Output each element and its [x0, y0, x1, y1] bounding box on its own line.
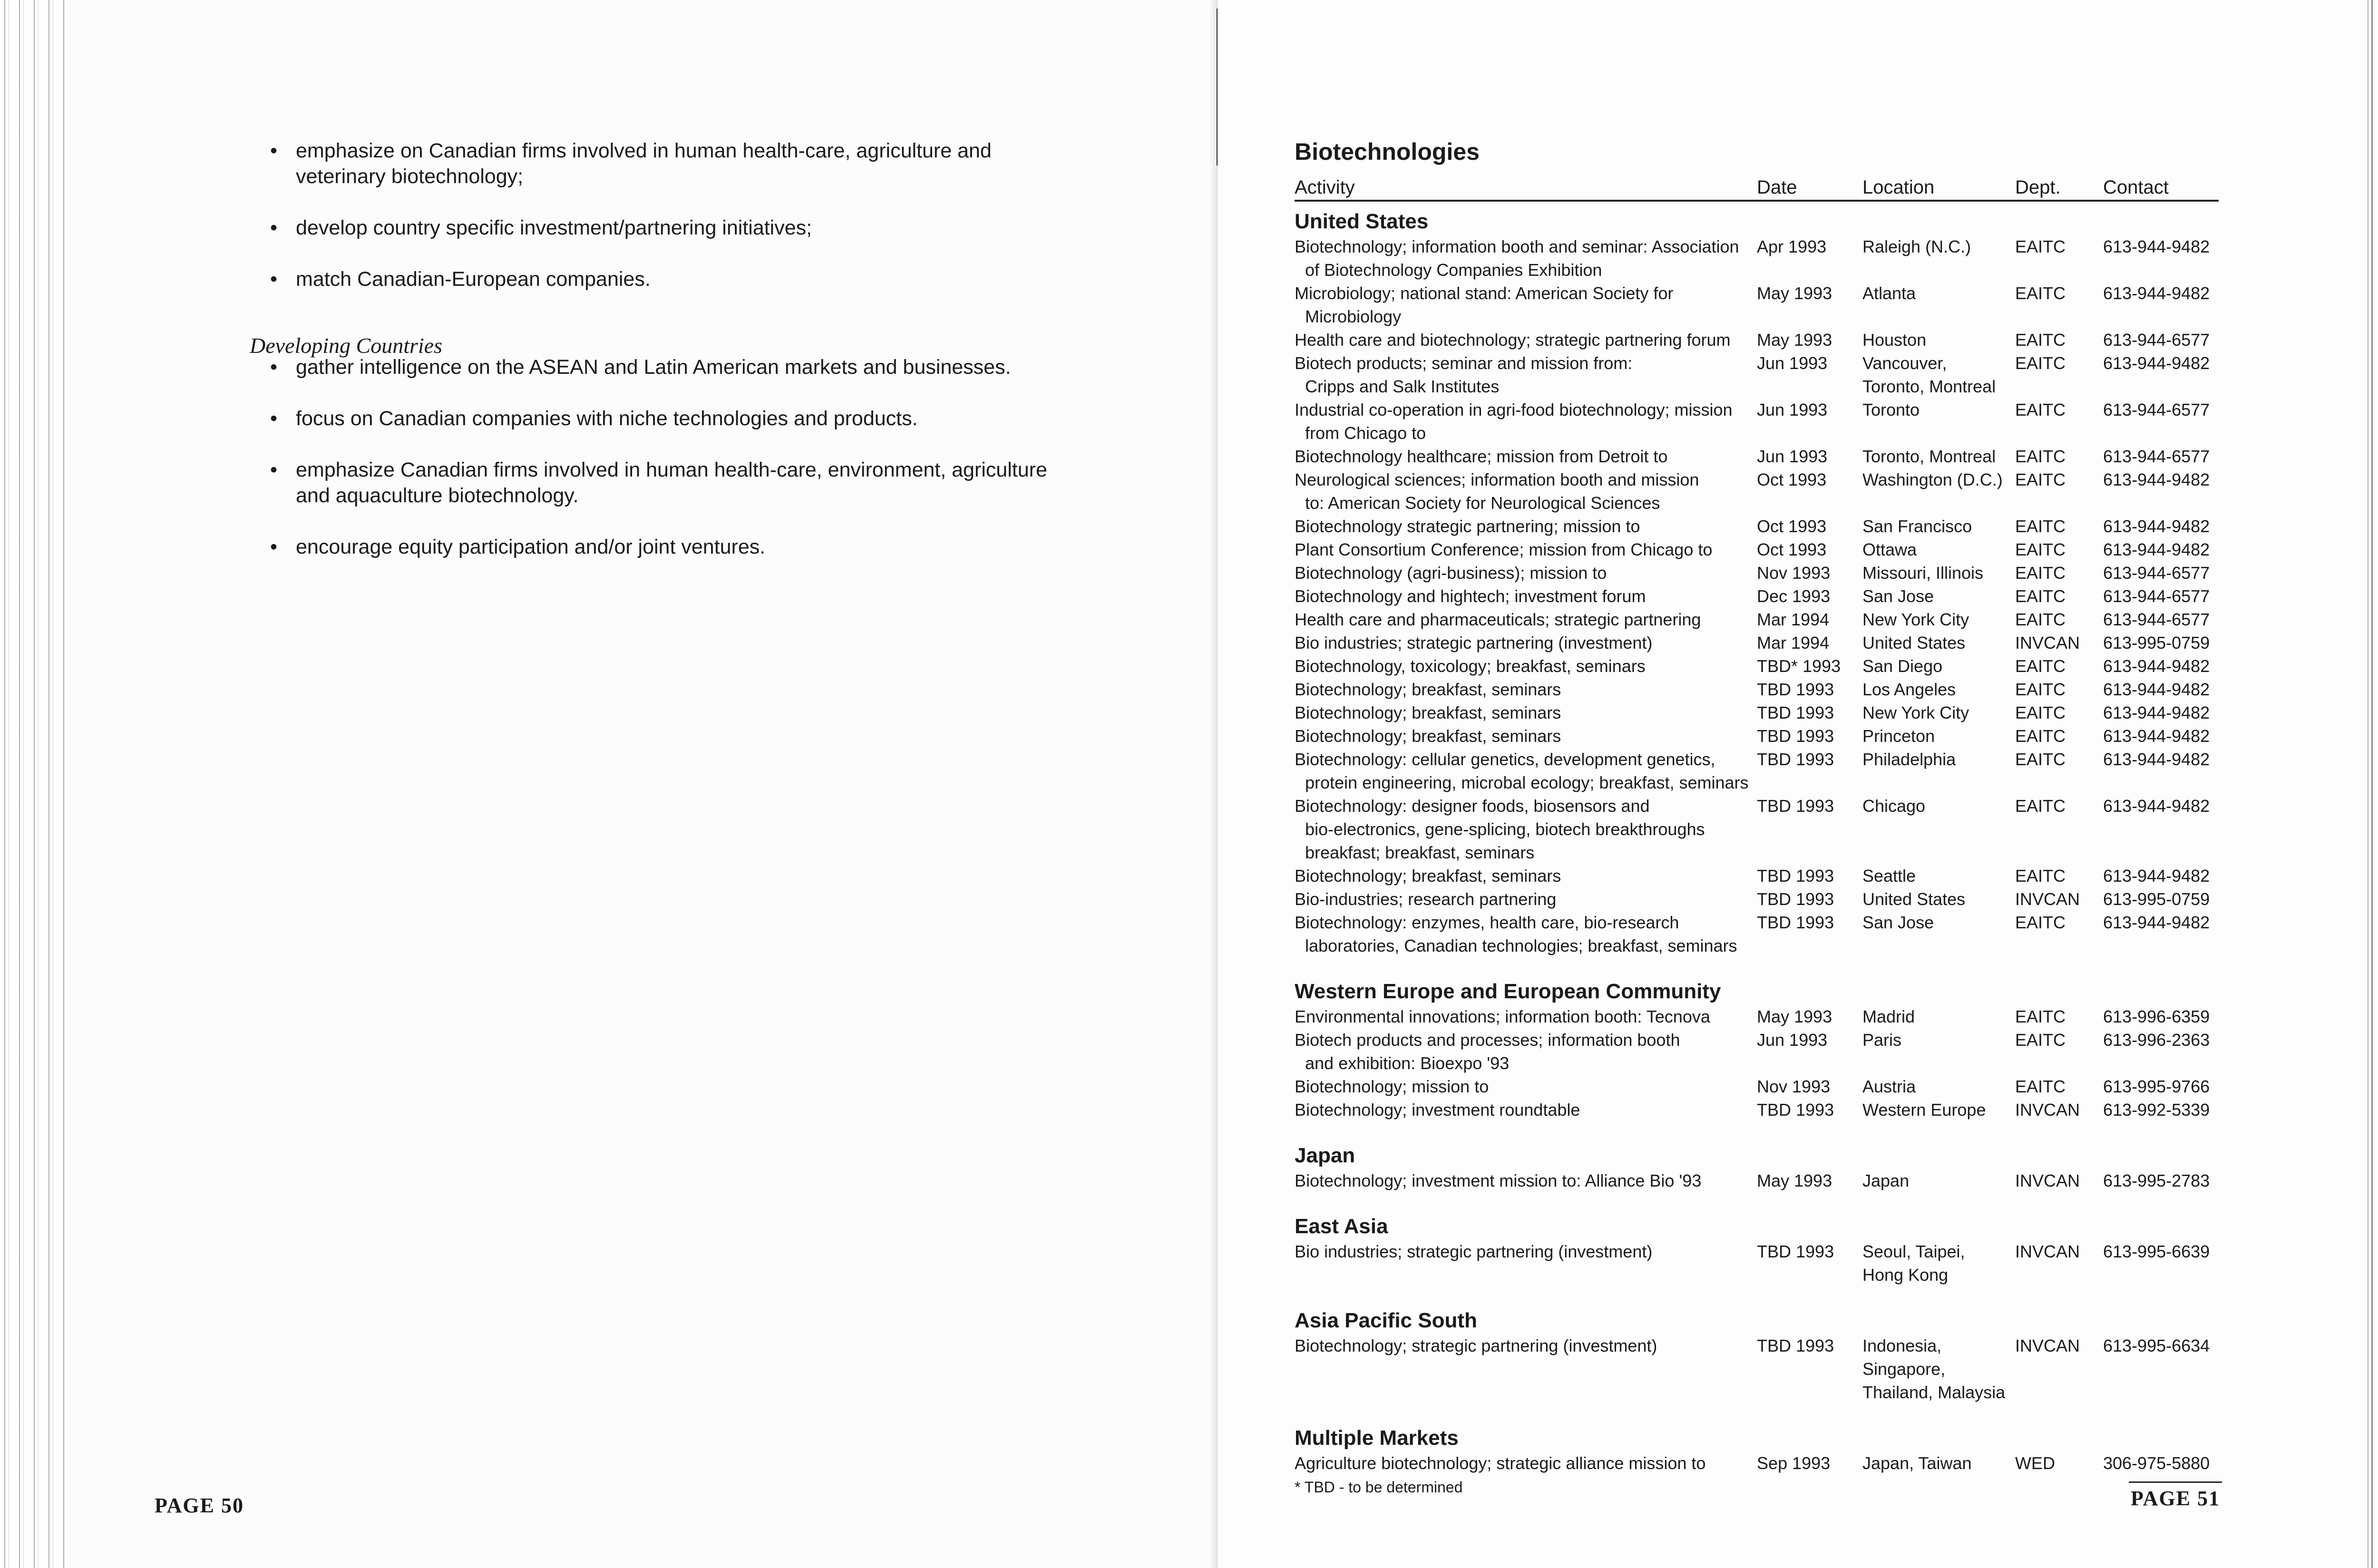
activity-cell — [1295, 538, 1751, 561]
activity-line: Neurological sciences; information booth and mission — [1295, 470, 1699, 489]
table-row — [1295, 1005, 2219, 1028]
dept-cell: INVCAN — [2015, 1336, 2080, 1355]
table-row — [1295, 561, 2219, 584]
location-cell — [1862, 398, 1920, 421]
dept-cell: INVCAN — [2015, 1100, 2080, 1120]
contact-cell: 613-944-9482 — [2103, 540, 2210, 559]
dept-cell: EAITC — [2015, 447, 2066, 466]
table-row — [1295, 515, 2219, 538]
activity-line: of Biotechnology Companies Exhibition — [1305, 260, 1602, 280]
location-cell — [1862, 235, 1971, 258]
activity-cell — [1295, 631, 1751, 654]
location-line: New York City — [1862, 610, 1969, 629]
location-line: Ottawa — [1862, 540, 1917, 559]
activity-line: Biotech products and processes; information booth — [1295, 1030, 1680, 1050]
dept-cell: INVCAN — [2015, 633, 2080, 653]
location-line: Missouri, Illinois — [1862, 563, 1984, 583]
date-cell: TBD 1993 — [1757, 913, 1834, 932]
table-row — [1295, 1028, 2219, 1075]
location-line: Toronto — [1862, 400, 1920, 419]
activity-cell — [1295, 1075, 1751, 1098]
location-line: Paris — [1862, 1030, 1902, 1050]
dept-cell: EAITC — [2015, 353, 2066, 373]
location-line: Singapore, — [1862, 1359, 1946, 1379]
date-cell: TBD 1993 — [1757, 1100, 1834, 1120]
activity-line: from Chicago to — [1305, 423, 1426, 443]
contact-cell: 613-944-9482 — [2103, 680, 2210, 699]
header-date: Date — [1757, 177, 1797, 198]
location-line: Atlanta — [1862, 283, 1916, 303]
table-row — [1295, 608, 2219, 631]
activity-line: Environmental innovations; information booth: Tecnova — [1295, 1007, 1710, 1026]
dept-cell: EAITC — [2015, 470, 2066, 489]
contact-cell: 613-944-6577 — [2103, 610, 2210, 629]
activity-line: Biotechnology; investment roundtable — [1295, 1100, 1580, 1120]
date-cell: Mar 1994 — [1757, 633, 1830, 653]
table-row — [1295, 748, 2219, 794]
activity-line: Biotechnology healthcare; mission from Detroit to — [1295, 447, 1668, 466]
date-cell: Apr 1993 — [1757, 237, 1827, 256]
activity-line: to: American Society for Neurological Sciences — [1305, 493, 1660, 513]
location-cell — [1862, 654, 1942, 678]
date-cell: TBD 1993 — [1757, 866, 1834, 886]
activity-cell — [1295, 328, 1751, 351]
activity-cell — [1295, 724, 1751, 748]
dept-cell: EAITC — [2015, 750, 2066, 769]
activity-line: Biotechnology: designer foods, biosensors and — [1295, 796, 1650, 816]
contact-cell: 613-944-9482 — [2103, 283, 2210, 303]
table-row — [1295, 864, 2219, 887]
contact-cell: 613-944-6577 — [2103, 563, 2210, 583]
location-cell — [1862, 608, 1969, 631]
location-cell — [1862, 724, 1935, 748]
date-cell: May 1993 — [1757, 1171, 1832, 1190]
date-cell: Jun 1993 — [1757, 353, 1828, 373]
location-line: United States — [1862, 889, 1966, 909]
header-location: Location — [1862, 177, 1935, 198]
table-row — [1295, 328, 2219, 351]
location-line: San Francisco — [1862, 516, 1972, 536]
date-cell: Jun 1993 — [1757, 400, 1828, 419]
table-row — [1295, 235, 2219, 282]
bullet-item: • emphasize on Canadian firms involved in human health-care, agriculture and veterinary biotechnology; — [266, 138, 1084, 189]
bullet-list-top — [266, 138, 1084, 318]
location-line: Toronto, Montreal — [1862, 447, 1996, 466]
contact-cell: 613-944-6577 — [2103, 330, 2210, 350]
contact-cell: 613-944-9482 — [2103, 237, 2210, 256]
table-section — [1295, 1142, 2219, 1192]
location-cell — [1862, 1451, 1972, 1475]
dept-cell: EAITC — [2015, 866, 2066, 886]
activity-line: Bio industries; strategic partnering (investment) — [1295, 633, 1653, 653]
footnote: * TBD - to be determined — [1295, 1479, 1463, 1496]
bullet-item: • emphasize Canadian firms involved in human health-care, environment, agriculture and aquaculture biotechnology. — [266, 457, 1084, 508]
activity-cell — [1295, 887, 1751, 911]
date-cell: Jun 1993 — [1757, 447, 1828, 466]
date-cell: TBD 1993 — [1757, 889, 1834, 909]
activity-line: Biotechnology: enzymes, health care, bio-research — [1295, 913, 1679, 932]
date-cell: Sep 1993 — [1757, 1453, 1831, 1473]
date-cell: Mar 1994 — [1757, 610, 1830, 629]
location-line: San Diego — [1862, 656, 1943, 676]
table-row — [1295, 468, 2219, 515]
activity-line: Biotechnology; breakfast, seminars — [1295, 726, 1561, 746]
location-cell — [1862, 631, 1965, 654]
table-row — [1295, 631, 2219, 654]
location-cell — [1862, 468, 2003, 491]
activity-cell — [1295, 864, 1751, 887]
table-row — [1295, 445, 2219, 468]
location-cell — [1862, 1028, 1901, 1052]
date-cell: TBD 1993 — [1757, 1336, 1834, 1355]
activities-table — [1295, 208, 2219, 1498]
activity-cell — [1295, 678, 1751, 701]
activity-cell — [1295, 1005, 1751, 1028]
contact-cell: 613-944-9482 — [2103, 353, 2210, 373]
dept-cell: EAITC — [2015, 400, 2066, 419]
activity-cell — [1295, 468, 1751, 515]
contact-cell: 613-995-2783 — [2103, 1171, 2210, 1190]
location-cell — [1862, 701, 1969, 724]
contact-cell: 613-944-6577 — [2103, 586, 2210, 606]
activity-cell — [1295, 561, 1751, 584]
contact-cell: 613-996-2363 — [2103, 1030, 2210, 1050]
page-title: Biotechnologies — [1295, 138, 1480, 165]
date-cell: TBD 1993 — [1757, 750, 1834, 769]
dept-cell: EAITC — [2015, 1030, 2066, 1050]
table-row — [1295, 887, 2219, 911]
location-cell — [1862, 887, 1965, 911]
contact-cell: 613-995-0759 — [2103, 889, 2210, 909]
location-cell — [1862, 351, 1996, 398]
location-line: Toronto, Montreal — [1862, 377, 1996, 396]
activity-line: laboratories, Canadian technologies; breakfast, seminars — [1305, 936, 1737, 955]
activity-cell — [1295, 748, 1751, 794]
dept-cell: EAITC — [2015, 540, 2066, 559]
activity-line: and exhibition: Bioexpo '93 — [1305, 1053, 1510, 1073]
dept-cell: EAITC — [2015, 680, 2066, 699]
location-line: Hong Kong — [1862, 1265, 1949, 1285]
date-cell: TBD 1993 — [1757, 703, 1834, 722]
contact-cell: 613-944-9482 — [2103, 726, 2210, 746]
contact-cell: 613-995-6634 — [2103, 1336, 2210, 1355]
location-line: San Jose — [1862, 913, 1934, 932]
table-row — [1295, 1240, 2219, 1286]
location-line: Princeton — [1862, 726, 1935, 746]
activity-line: Microbiology; national stand: American Society for — [1295, 283, 1674, 303]
section-title: East Asia — [1295, 1215, 1388, 1238]
location-cell — [1862, 1334, 2005, 1404]
dept-cell: INVCAN — [2015, 1171, 2080, 1190]
dept-cell: EAITC — [2015, 1007, 2066, 1026]
location-line: Vancouver, — [1862, 353, 1947, 373]
table-row — [1295, 701, 2219, 724]
activity-line: Biotechnology (agri-business); mission to — [1295, 563, 1607, 583]
bullet-item: • encourage equity participation and/or joint ventures. — [266, 534, 1084, 560]
activity-cell — [1295, 1098, 1751, 1121]
activity-line: Biotechnology; breakfast, seminars — [1295, 680, 1561, 699]
activity-cell — [1295, 1334, 1751, 1357]
dept-cell: EAITC — [2015, 516, 2066, 536]
table-section — [1295, 208, 2219, 957]
dept-cell: EAITC — [2015, 610, 2066, 629]
activity-line: bio-electronics, gene-splicing, biotech breakthroughs — [1305, 819, 1705, 839]
location-cell — [1862, 1075, 1916, 1098]
location-line: Japan, Taiwan — [1862, 1453, 1972, 1473]
activity-cell — [1295, 654, 1751, 678]
dept-cell: EAITC — [2015, 913, 2066, 932]
contact-cell: 613-995-6639 — [2103, 1242, 2210, 1261]
location-line: Austria — [1862, 1077, 1916, 1096]
table-section — [1295, 978, 2219, 1121]
activity-cell — [1295, 1451, 1751, 1475]
location-cell — [1862, 445, 1996, 468]
date-cell: TBD 1993 — [1757, 680, 1834, 699]
activity-line: Plant Consortium Conference; mission from Chicago to — [1295, 540, 1713, 559]
table-section — [1295, 1213, 2219, 1286]
table-row — [1295, 1451, 2219, 1475]
contact-cell: 613-944-9482 — [2103, 516, 2210, 536]
contact-cell: 613-944-9482 — [2103, 470, 2210, 489]
date-cell: TBD 1993 — [1757, 726, 1834, 746]
contact-cell: 613-944-9482 — [2103, 750, 2210, 769]
activity-line: Health care and biotechnology; strategic partnering forum — [1295, 330, 1731, 350]
table-row — [1295, 1075, 2219, 1098]
dept-cell: EAITC — [2015, 563, 2066, 583]
table-row — [1295, 398, 2219, 445]
scan-edge-right — [2364, 0, 2378, 1568]
page-number-right: PAGE 51 — [2131, 1487, 2220, 1510]
activity-line: protein engineering, microbal ecology; breakfast, seminars — [1305, 773, 1749, 792]
location-line: Raleigh (N.C.) — [1862, 237, 1971, 256]
contact-cell: 613-944-9482 — [2103, 866, 2210, 886]
dept-cell: EAITC — [2015, 796, 2066, 816]
table-section — [1295, 1307, 2219, 1404]
dept-cell: EAITC — [2015, 586, 2066, 606]
table-row — [1295, 282, 2219, 328]
contact-cell: 613-944-9482 — [2103, 796, 2210, 816]
dept-cell: EAITC — [2015, 1077, 2066, 1096]
section-title: Japan — [1295, 1144, 1355, 1167]
table-row — [1295, 538, 2219, 561]
location-cell — [1862, 515, 1972, 538]
date-cell: May 1993 — [1757, 330, 1832, 350]
dept-cell: EAITC — [2015, 283, 2066, 303]
location-cell — [1862, 1169, 1909, 1192]
table-row — [1295, 351, 2219, 398]
location-cell — [1862, 911, 1934, 934]
activity-line: Biotechnology; investment mission to: Alliance Bio '93 — [1295, 1171, 1702, 1190]
location-line: Philadelphia — [1862, 750, 1956, 769]
activity-line: breakfast; breakfast, seminars — [1305, 843, 1535, 862]
activity-cell — [1295, 235, 1751, 282]
activity-cell — [1295, 794, 1751, 864]
date-cell: Nov 1993 — [1757, 563, 1831, 583]
dept-cell: EAITC — [2015, 237, 2066, 256]
date-cell: Dec 1993 — [1757, 586, 1831, 606]
table-row — [1295, 794, 2219, 864]
activity-cell — [1295, 445, 1751, 468]
location-cell — [1862, 1098, 1986, 1121]
location-cell — [1862, 794, 1925, 818]
contact-cell: 613-995-9766 — [2103, 1077, 2210, 1096]
location-line: Japan — [1862, 1171, 1910, 1190]
location-cell — [1862, 282, 1916, 305]
activity-line: Microbiology — [1305, 307, 1402, 326]
header-rule — [1295, 200, 2219, 202]
date-cell: May 1993 — [1757, 1007, 1832, 1026]
activity-line: Biotechnology and hightech; investment forum — [1295, 586, 1646, 606]
activity-cell — [1295, 1028, 1751, 1075]
location-cell — [1862, 538, 1917, 561]
table-row — [1295, 678, 2219, 701]
location-line: Chicago — [1862, 796, 1926, 816]
location-cell — [1862, 1005, 1915, 1028]
activity-line: Biotechnology strategic partnering; mission to — [1295, 516, 1640, 536]
location-line: San Jose — [1862, 586, 1934, 606]
location-line: New York City — [1862, 703, 1969, 722]
section-title: Asia Pacific South — [1295, 1309, 1477, 1332]
date-cell: Oct 1993 — [1757, 470, 1827, 489]
header-dept: Dept. — [2015, 177, 2061, 198]
activity-cell — [1295, 1240, 1751, 1263]
location-line: Western Europe — [1862, 1100, 1986, 1120]
activity-cell — [1295, 515, 1751, 538]
contact-cell: 613-992-5339 — [2103, 1100, 2210, 1120]
date-cell: TBD 1993 — [1757, 1242, 1834, 1261]
dept-cell: EAITC — [2015, 703, 2066, 722]
activity-cell — [1295, 911, 1751, 957]
table-row — [1295, 584, 2219, 608]
table-row — [1295, 1098, 2219, 1121]
dept-cell: EAITC — [2015, 726, 2066, 746]
activity-line: Agriculture biotechnology; strategic alliance mission to — [1295, 1453, 1706, 1473]
activity-cell — [1295, 398, 1751, 445]
table-row — [1295, 654, 2219, 678]
activity-cell — [1295, 701, 1751, 724]
contact-cell: 613-944-6577 — [2103, 447, 2210, 466]
scan-edge-left — [0, 0, 67, 1568]
activity-line: Industrial co-operation in agri-food biotechnology; mission — [1295, 400, 1733, 419]
activity-line: Cripps and Salk Institutes — [1305, 377, 1500, 396]
page-number-left: PAGE 50 — [155, 1494, 244, 1517]
date-cell: TBD 1993 — [1757, 796, 1834, 816]
activity-line: Biotechnology; breakfast, seminars — [1295, 866, 1561, 886]
contact-cell: 613-996-6359 — [2103, 1007, 2210, 1026]
table-row — [1295, 1169, 2219, 1192]
activity-line: Biotechnology; breakfast, seminars — [1295, 703, 1561, 722]
table-section — [1295, 1425, 2219, 1475]
header-contact: Contact — [2103, 177, 2169, 198]
contact-cell: 613-944-9482 — [2103, 703, 2210, 722]
dept-cell: INVCAN — [2015, 889, 2080, 909]
dept-cell: INVCAN — [2015, 1242, 2080, 1261]
location-line: Indonesia, — [1862, 1336, 1942, 1355]
activity-cell — [1295, 282, 1751, 328]
date-cell: TBD* 1993 — [1757, 656, 1841, 676]
activity-cell — [1295, 351, 1751, 398]
header-activity: Activity — [1295, 177, 1355, 198]
activity-cell — [1295, 608, 1751, 631]
table-row — [1295, 1334, 2219, 1404]
activity-line: Biotechnology; information booth and seminar: Association — [1295, 237, 1739, 256]
location-cell — [1862, 1240, 1965, 1286]
contact-cell: 613-944-9482 — [2103, 913, 2210, 932]
location-line: Washington (D.C.) — [1862, 470, 2003, 489]
activity-line: Bio-industries; research partnering — [1295, 889, 1557, 909]
activity-cell — [1295, 1169, 1751, 1192]
dept-cell: EAITC — [2015, 656, 2066, 676]
contact-cell: 613-944-9482 — [2103, 656, 2210, 676]
bullet-item: • focus on Canadian companies with niche technologies and products. — [266, 406, 1084, 431]
activity-line: Biotechnology; mission to — [1295, 1077, 1489, 1096]
location-cell — [1862, 328, 1926, 351]
location-cell — [1862, 678, 1956, 701]
section-title: United States — [1295, 210, 1429, 233]
location-cell — [1862, 748, 1956, 771]
section-title: Multiple Markets — [1295, 1426, 1459, 1450]
location-line: Seoul, Taipei, — [1862, 1242, 1965, 1261]
location-line: Madrid — [1862, 1007, 1915, 1026]
date-cell: Nov 1993 — [1757, 1077, 1831, 1096]
date-cell: May 1993 — [1757, 283, 1832, 303]
activity-line: Bio industries; strategic partnering (investment) — [1295, 1242, 1653, 1261]
location-cell — [1862, 561, 1983, 584]
location-line: Seattle — [1862, 866, 1916, 886]
activity-cell — [1295, 584, 1751, 608]
bullet-item: • gather intelligence on the ASEAN and Latin American markets and businesses. — [266, 354, 1084, 380]
table-row — [1295, 724, 2219, 748]
activity-line: Health care and pharmaceuticals; strategic partnering — [1295, 610, 1701, 629]
dept-cell: WED — [2015, 1453, 2055, 1473]
location-line: United States — [1862, 633, 1966, 653]
activity-line: Biotechnology: cellular genetics, development genetics, — [1295, 750, 1715, 769]
location-line: Los Angeles — [1862, 680, 1956, 699]
date-cell: Oct 1993 — [1757, 516, 1827, 536]
bullet-item: • match Canadian-European companies. — [266, 266, 1084, 292]
contact-cell: 613-995-0759 — [2103, 633, 2210, 653]
location-line: Thailand, Malaysia — [1862, 1383, 2006, 1402]
location-line: Houston — [1862, 330, 1927, 350]
bullet-list-developing — [266, 354, 1084, 585]
date-cell: Oct 1993 — [1757, 540, 1827, 559]
location-cell — [1862, 584, 1934, 608]
contact-cell: 613-944-6577 — [2103, 400, 2210, 419]
date-cell: Jun 1993 — [1757, 1030, 1828, 1050]
bullet-item: • develop country specific investment/partnering initiatives; — [266, 215, 1084, 241]
table-row — [1295, 911, 2219, 957]
subheading-developing-countries: Developing Countries — [250, 333, 442, 358]
activity-line: Biotechnology, toxicology; breakfast, seminars — [1295, 656, 1646, 676]
activity-line: Biotech products; seminar and mission from: — [1295, 353, 1633, 373]
section-title: Western Europe and European Community — [1295, 980, 1721, 1003]
activity-line: Biotechnology; strategic partnering (investment) — [1295, 1336, 1657, 1355]
location-cell — [1862, 864, 1916, 887]
contact-cell: 306-975-5880 — [2103, 1453, 2210, 1473]
dept-cell: EAITC — [2015, 330, 2066, 350]
